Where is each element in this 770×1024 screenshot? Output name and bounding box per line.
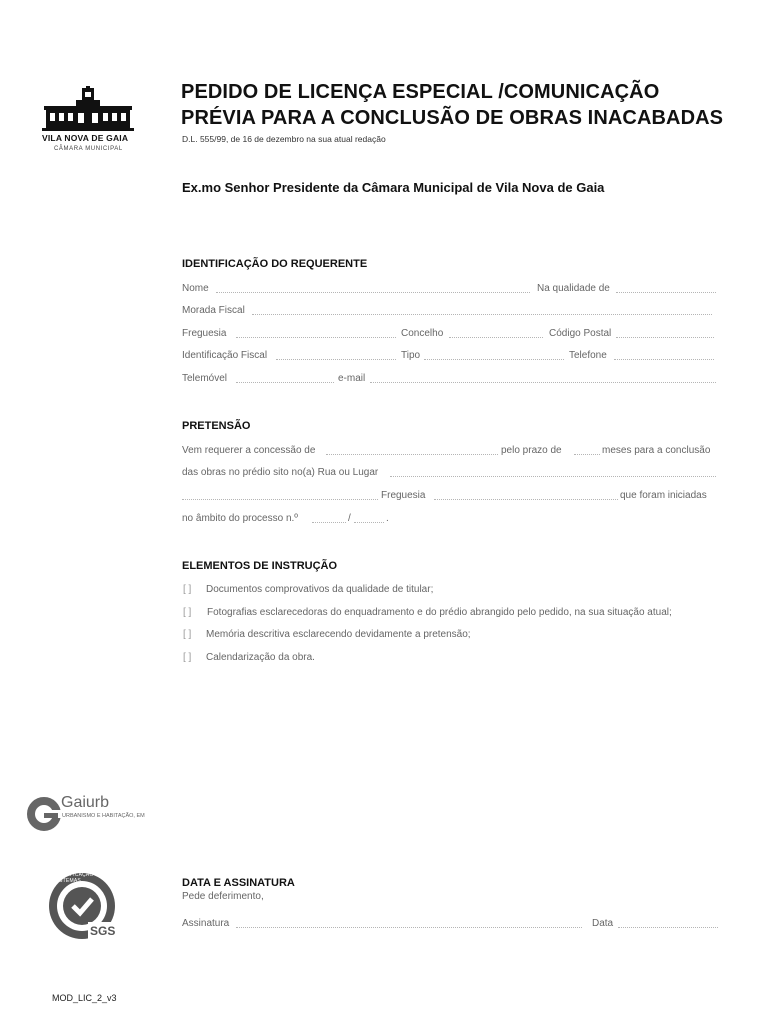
text-processo-dot: . — [386, 513, 389, 524]
checkbox-calendarizacao[interactable]: [ ] — [183, 652, 192, 663]
field-email[interactable] — [370, 382, 716, 383]
sgs-certification-seal — [37, 866, 124, 947]
field-freguesia-predio[interactable] — [434, 499, 618, 500]
checkbox-documentos[interactable]: [ ] — [183, 584, 192, 595]
text-processo-slash: / — [348, 513, 351, 524]
text-meses: meses para a conclusão — [602, 445, 711, 456]
label-email: e-mail — [338, 373, 366, 384]
form-title-line1: PEDIDO DE LICENÇA ESPECIAL /COMUNICAÇÃO — [181, 81, 660, 103]
addressee: Ex.mo Senhor Presidente da Câmara Municipal de Vila Nova de Gaia — [182, 180, 605, 195]
seal-sgs: SGS — [90, 924, 116, 938]
label-morada: Morada Fiscal — [182, 305, 245, 316]
field-prazo[interactable] — [574, 454, 600, 455]
legal-reference: D.L. 555/99, de 16 de dezembro na sua atual redação — [182, 134, 386, 144]
text-concessao: Vem requerer a concessão de — [182, 445, 316, 456]
seal-iso: ISO 9001 — [37, 916, 55, 947]
logo-subtitle: CÂMARA MUNICIPAL — [54, 146, 123, 152]
text-freguesia: Freguesia — [381, 490, 426, 501]
section-assinatura: DATA E ASSINATURA — [182, 877, 295, 889]
field-identificacao-fiscal[interactable] — [276, 359, 396, 360]
item-documentos: Documentos comprovativos da qualidade de titular; — [206, 584, 434, 595]
label-freguesia: Freguesia — [182, 328, 227, 339]
label-codigo-postal: Código Postal — [549, 328, 612, 339]
text-predio: das obras no prédio sito no(a) Rua ou Lugar — [182, 467, 379, 478]
gaiurb-logo — [26, 796, 156, 836]
label-data: Data — [592, 918, 614, 929]
section-identificacao: IDENTIFICAÇÃO DO REQUERENTE — [182, 258, 368, 270]
field-freguesia[interactable] — [236, 337, 396, 338]
checkbox-memoria[interactable]: [ ] — [183, 629, 192, 640]
field-morada[interactable] — [252, 314, 712, 315]
gaiurb-g-icon — [26, 796, 62, 832]
field-rua[interactable] — [390, 476, 716, 477]
gaiurb-sub: URBANISMO E HABITAÇÃO, EM — [62, 813, 145, 819]
item-calendarizacao: Calendarização da obra. — [206, 652, 315, 663]
field-nome[interactable] — [216, 292, 530, 293]
field-data[interactable] — [618, 927, 718, 928]
label-identificacao-fiscal: Identificação Fiscal — [182, 350, 268, 361]
text-prazo: pelo prazo de — [501, 445, 562, 456]
municipal-logo — [40, 86, 136, 156]
logo-name: VILA NOVA DE GAIA — [42, 133, 129, 143]
city-hall-icon — [42, 86, 134, 132]
label-nome: Nome — [182, 283, 209, 294]
label-telefone: Telefone — [569, 350, 607, 361]
field-codigo-postal[interactable] — [616, 337, 714, 338]
text-processo: no âmbito do processo n.º — [182, 513, 298, 524]
section-pretensao: PRETENSÃO — [182, 420, 251, 432]
field-qualidade[interactable] — [616, 292, 716, 293]
label-concelho: Concelho — [401, 328, 444, 339]
label-telemovel: Telemóvel — [182, 373, 228, 384]
field-rua-cont[interactable] — [182, 499, 378, 500]
seal-ring-text: CERTIFICAÇÃO DE SISTEMAS — [54, 872, 103, 884]
form-code: MOD_LIC_2_v3 — [52, 993, 117, 1003]
field-concelho[interactable] — [449, 337, 543, 338]
field-telemovel[interactable] — [236, 382, 334, 383]
label-assinatura: Assinatura — [182, 918, 230, 929]
field-processo-numero[interactable] — [312, 522, 346, 523]
field-telefone[interactable] — [614, 359, 714, 360]
field-concessao[interactable] — [326, 454, 498, 455]
label-qualidade: Na qualidade de — [537, 283, 610, 294]
gaiurb-name: Gaiurb — [61, 794, 110, 811]
field-tipo[interactable] — [424, 359, 564, 360]
field-assinatura[interactable] — [236, 927, 582, 928]
text-pede-deferimento: Pede deferimento, — [182, 891, 264, 902]
text-iniciadas: que foram iniciadas — [620, 490, 707, 501]
form-title-line2: PRÉVIA PARA A CONCLUSÃO DE OBRAS INACABADAS — [181, 107, 724, 129]
field-processo-ano[interactable] — [354, 522, 384, 523]
section-elementos: ELEMENTOS DE INSTRUÇÃO — [182, 560, 338, 572]
label-tipo: Tipo — [401, 350, 421, 361]
checkbox-fotografias[interactable]: [ ] — [183, 607, 192, 618]
item-memoria: Memória descritiva esclarecendo devidamente a pretensão; — [206, 629, 471, 640]
item-fotografias: Fotografias esclarecedoras do enquadramento e do prédio abrangido pelo pedido, na sua situação atual; — [207, 607, 672, 618]
